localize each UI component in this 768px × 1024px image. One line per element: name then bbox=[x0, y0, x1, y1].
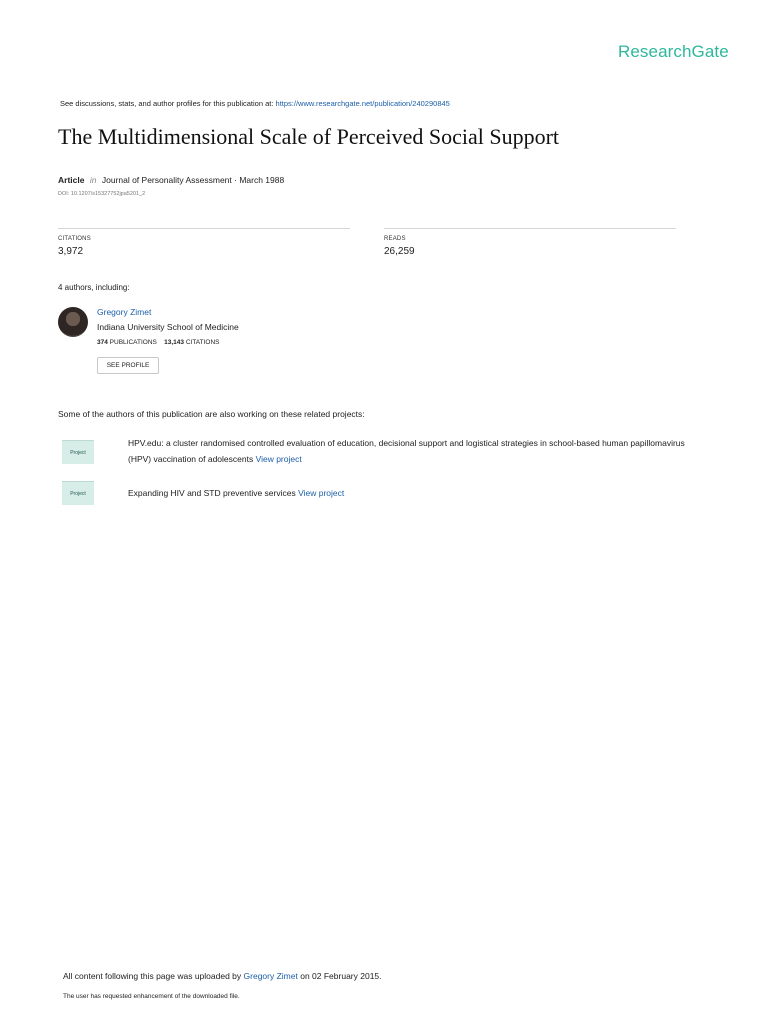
author-institution: Indiana University School of Medicine bbox=[97, 322, 239, 332]
see-discussions-text: See discussions, stats, and author profiles for this publication at: bbox=[60, 99, 274, 108]
researchgate-logo[interactable]: ResearchGate bbox=[618, 42, 729, 61]
author-citations-label: CITATIONS bbox=[185, 339, 220, 346]
page-title: The Multidimensional Scale of Perceived Social Support bbox=[58, 124, 560, 149]
project-thumbnail[interactable]: Project bbox=[62, 440, 94, 464]
enhancement-note: The user has requested enhancement of the downloaded file. bbox=[63, 993, 240, 1000]
authors-heading: 4 authors, including: bbox=[58, 283, 130, 292]
author-name-link[interactable]: Gregory Zimet bbox=[97, 307, 152, 317]
article-type: Article bbox=[58, 175, 85, 185]
reads-label: READS bbox=[384, 236, 406, 242]
avatar[interactable] bbox=[58, 307, 88, 337]
upload-prefix: All content following this page was uploaded by bbox=[63, 971, 242, 981]
author-publications-count: 374 bbox=[97, 339, 108, 346]
project-description: Expanding HIV and STD preventive services bbox=[128, 488, 296, 498]
citations-value: 3,972 bbox=[58, 246, 84, 257]
see-profile-button[interactable]: SEE PROFILE bbox=[97, 357, 159, 374]
article-meta bbox=[58, 175, 284, 185]
project-thumbnail[interactable]: Project bbox=[62, 481, 94, 505]
reads-value: 26,259 bbox=[384, 246, 415, 257]
publication-url-link[interactable]: https://www.researchgate.net/publication/240290845 bbox=[275, 99, 450, 108]
author-publications-label: PUBLICATIONS bbox=[109, 339, 157, 346]
upload-info bbox=[63, 971, 382, 981]
view-project-link[interactable]: View project bbox=[255, 453, 302, 464]
doi: DOI: 10.1207/s15327752jpa5201_2 bbox=[58, 191, 146, 197]
divider-reads bbox=[384, 228, 676, 229]
view-project-link[interactable]: View project bbox=[298, 488, 345, 498]
upload-suffix: on 02 February 2015. bbox=[300, 971, 382, 981]
journal-name: Journal of Personality Assessment · March 1988 bbox=[101, 175, 285, 185]
see-discussions-line bbox=[60, 99, 450, 108]
project-description: HPV.edu: a cluster randomised controlled evaluation of education, decisional support and logistical strategies in school-based human papillomavirus (HPV) vaccination of adolescents bbox=[128, 438, 685, 464]
article-in: in bbox=[89, 175, 97, 185]
author-citations-count: 13,143 bbox=[164, 339, 184, 346]
divider-citations bbox=[58, 228, 350, 229]
related-projects-heading: Some of the authors of this publication are also working on these related projects: bbox=[58, 409, 365, 419]
project-item bbox=[128, 486, 344, 502]
uploader-link[interactable]: Gregory Zimet bbox=[243, 971, 298, 981]
author-stats bbox=[97, 339, 220, 346]
citations-label: CITATIONS bbox=[58, 236, 91, 242]
project-item bbox=[128, 436, 688, 467]
